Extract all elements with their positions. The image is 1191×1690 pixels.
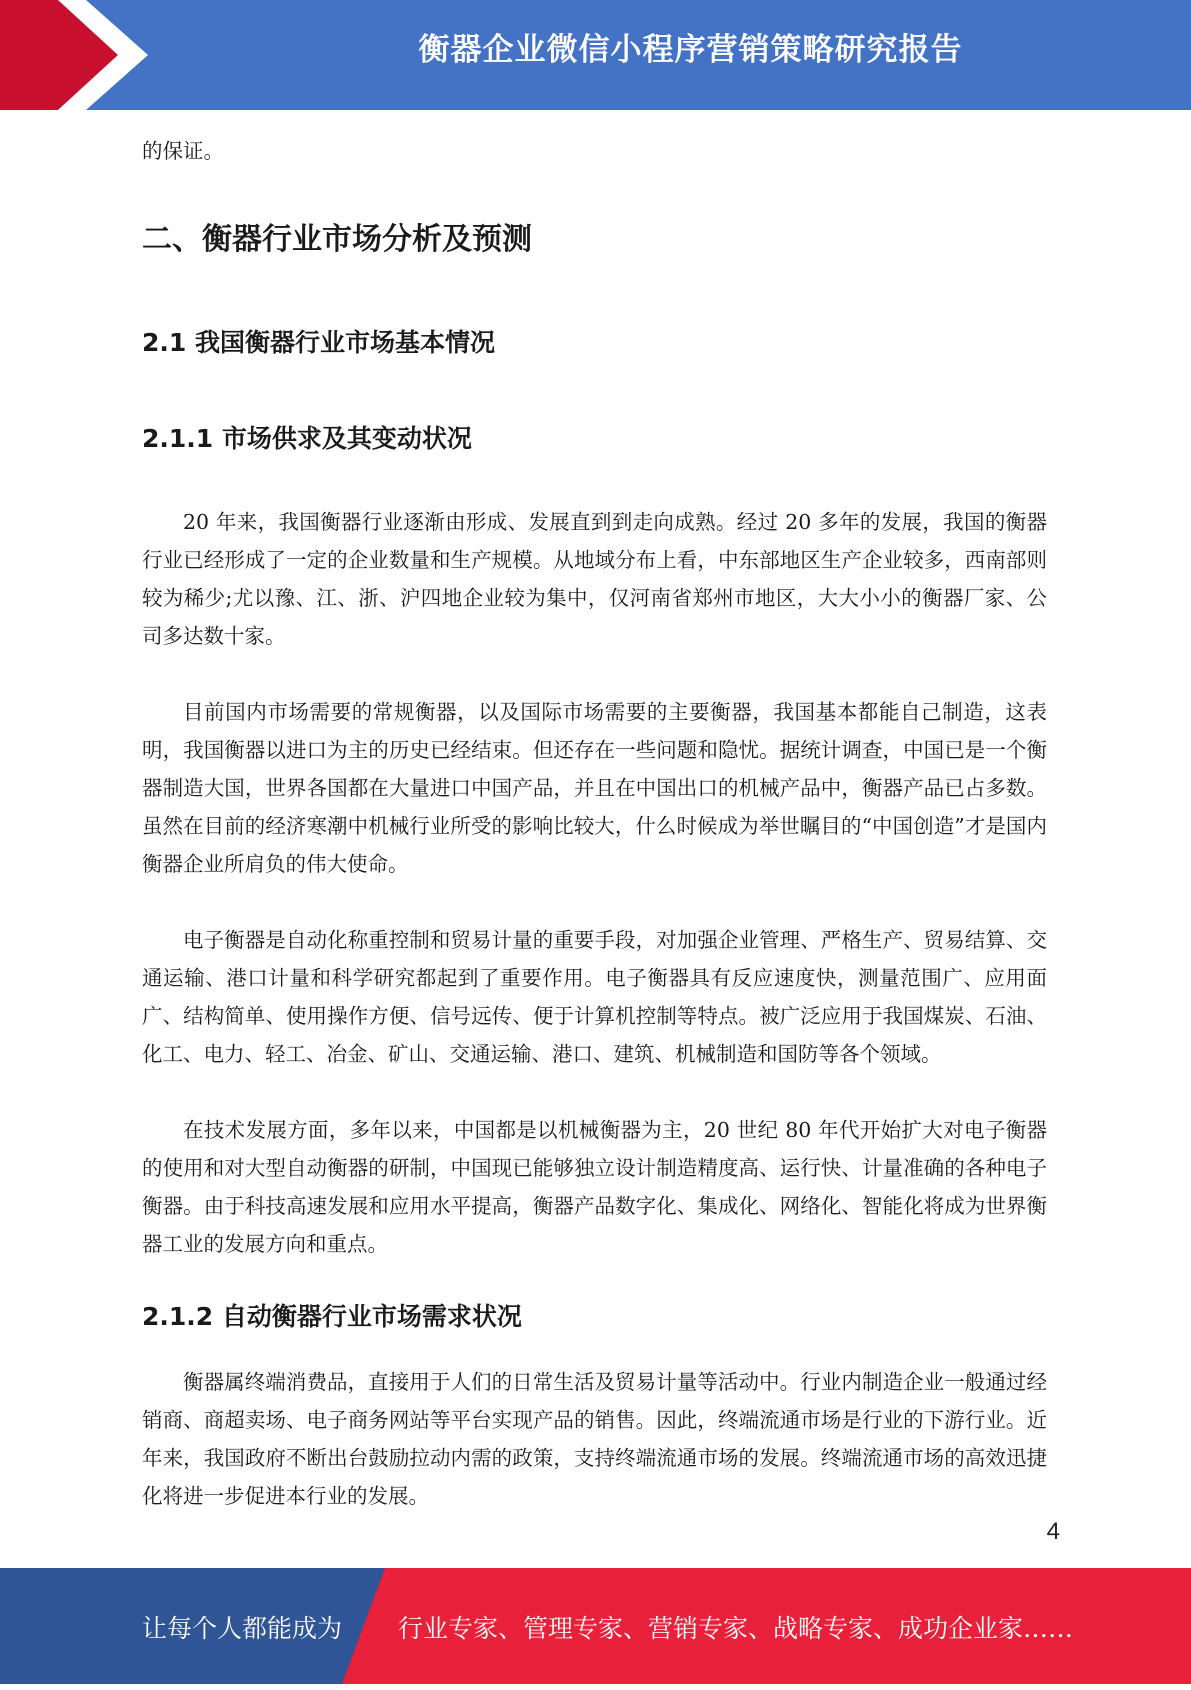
red-chevron-icon	[0, 0, 160, 110]
paragraph-2: 目前国内市场需要的常规衡器，以及国际市场需要的主要衡器，我国基本都能自己制造，这表明，我国衡器以进口为主的历史已经结束。但还存在一些问题和隐忧。据统计调查，中国已是一个衡器制造大国，世界各国都在大量进口中国产品，并且在中国出口的机械产品中，衡器产品已占多数。虽然在目前的经济寒潮中机械行业所受的影响比较大，什么时候成为举世瞩目的“中国创造”才是国内衡器企业所肩负的伟大使命。	[142, 700, 1047, 876]
subsection-2-1-1-title: 2.1.1 市场供求及其变动状况	[142, 424, 472, 453]
page-footer	[0, 1568, 1191, 1684]
intro-fragment: 的保证。	[142, 139, 224, 163]
paragraph-4: 在技术发展方面，多年以来，中国都是以机械衡器为主，20 世纪 80 年代开始扩大对电子衡器的使用和对大型自动衡器的研制，中国现已能够独立设计制造精度高、运行快、计量准确的各种电子衡器。由于科技高速发展和应用水平提高，衡器产品数字化、集成化、网络化、智能化将成为世界衡器工业的发展方向和重点。	[142, 1118, 1047, 1256]
subsection-2-1-title: 2.1 我国衡器行业市场基本情况	[142, 328, 495, 357]
footer-slogan-right: 行业专家、管理专家、营销专家、战略专家、成功企业家……	[398, 1614, 1074, 1643]
paragraph-3: 电子衡器是自动化称重控制和贸易计量的重要手段，对加强企业管理、严格生产、贸易结算、交通运输、港口计量和科学研究都起到了重要作用。电子衡器具有反应速度快，测量范围广、应用面广、结构简单、使用操作方便、信号远传、便于计算机控制等特点。被广泛应用于我国煤炭、石油、化工、电力、轻工、冶金、矿山、交通运输、港口、建筑、机械制造和国防等各个领域。	[142, 928, 1047, 1066]
subsection-2-1-2-title: 2.1.2 自动衡器行业市场需求状况	[142, 1302, 522, 1331]
paragraph-5: 衡器属终端消费品，直接用于人们的日常生活及贸易计量等活动中。行业内制造企业一般通过经销商、商超卖场、电子商务网站等平台实现产品的销售。因此，终端流通市场是行业的下游行业。近年来，我国政府不断出台鼓励拉动内需的政策，支持终端流通市场的发展。终端流通市场的高效迅捷化将进一步促进本行业的发展。	[142, 1370, 1047, 1508]
document-body	[142, 132, 1047, 1515]
section-title: 二、衡器行业市场分析及预测	[142, 222, 532, 257]
report-title: 衡器企业微信小程序营销策略研究报告	[418, 32, 963, 68]
footer-slogan-left: 让每个人都能成为	[142, 1614, 343, 1643]
page-header	[0, 0, 1191, 110]
page-number: 4	[1046, 1518, 1060, 1545]
paragraph-1: 20 年来，我国衡器行业逐渐由形成、发展直到到走向成熟。经过 20 多年的发展，我国的衡器行业已经形成了一定的企业数量和生产规模。从地域分布上看，中东部地区生产企业较多，西南部则较为稀少;尤以豫、江、浙、沪四地企业较为集中，仅河南省郑州市地区，大大小小的衡器厂家、公司多达数十家。	[142, 510, 1047, 648]
